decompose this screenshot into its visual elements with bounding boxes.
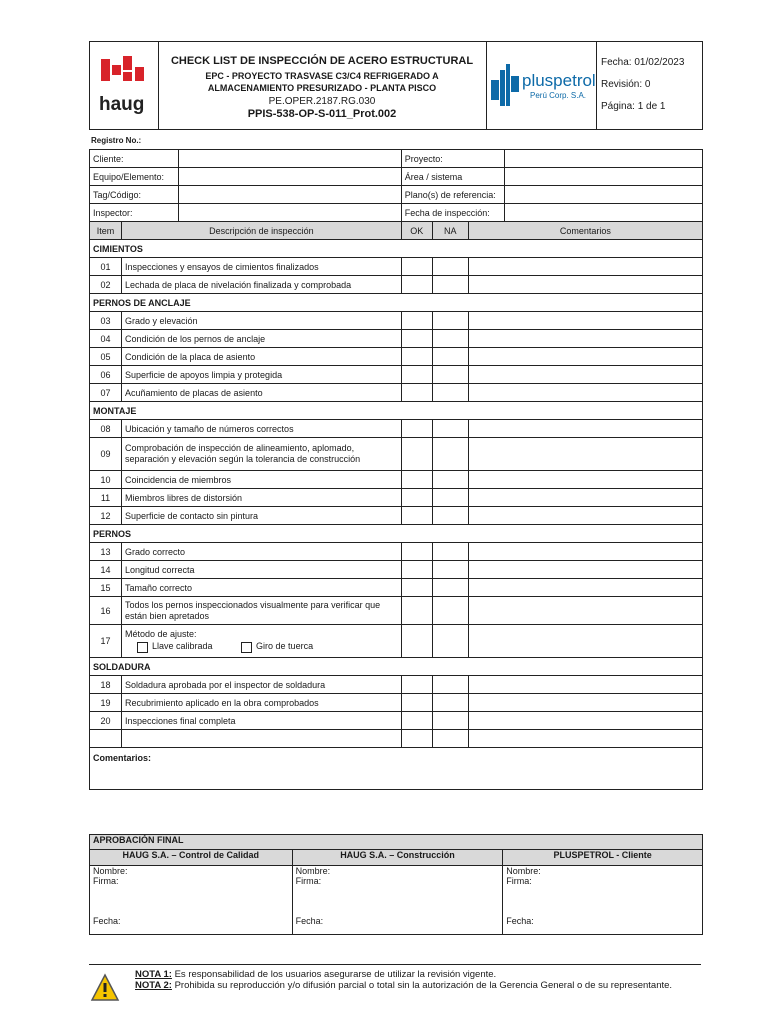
pluspetrol-logo bbox=[486, 42, 597, 129]
cliente-field[interactable] bbox=[178, 150, 401, 168]
na-cell[interactable] bbox=[432, 561, 468, 579]
metodo-ajuste-label: Método de ajuste: bbox=[124, 629, 197, 640]
ok-cell[interactable] bbox=[401, 676, 432, 694]
item-number: 20 bbox=[90, 712, 122, 730]
section-pernos-anclaje: PERNOS DE ANCLAJE bbox=[90, 294, 703, 312]
section-row bbox=[90, 525, 703, 543]
item-description: Grado correcto bbox=[121, 543, 401, 561]
plano-label: Plano(s) de referencia: bbox=[401, 186, 504, 204]
ok-cell[interactable] bbox=[401, 507, 432, 525]
table-row bbox=[90, 348, 703, 366]
protocol-code: PPIS-538-OP-S-011_Prot.002 bbox=[247, 108, 397, 120]
item-number: 17 bbox=[90, 625, 122, 658]
table-row bbox=[90, 366, 703, 384]
item-description: Superficie de contacto sin pintura bbox=[121, 507, 401, 525]
approval-title-row bbox=[90, 835, 703, 850]
table-row bbox=[90, 276, 703, 294]
item-description: Condición de la placa de asiento bbox=[121, 348, 401, 366]
note-1-text: Es responsabilidad de los usuarios asegurarse de utilizar la revisión vigente. bbox=[171, 969, 497, 980]
table-row bbox=[90, 420, 703, 438]
approval-header-row bbox=[90, 850, 703, 866]
comment-cell[interactable] bbox=[468, 330, 702, 348]
approval-sign-row bbox=[90, 866, 703, 935]
item-description: Lechada de placa de nivelación finalizada y comprobada bbox=[121, 276, 401, 294]
na-cell[interactable] bbox=[432, 384, 468, 402]
tag-label: Tag/Código: bbox=[90, 186, 179, 204]
ok-cell[interactable] bbox=[401, 579, 432, 597]
na-cell[interactable] bbox=[432, 676, 468, 694]
ok-cell[interactable] bbox=[401, 561, 432, 579]
item-number: 03 bbox=[90, 312, 122, 330]
llave-calibrada-checkbox[interactable] bbox=[137, 642, 148, 653]
proyecto-field[interactable] bbox=[504, 150, 702, 168]
approval-box-cliente[interactable] bbox=[503, 866, 703, 935]
firma-label: Firma: bbox=[295, 876, 322, 886]
item-number: 09 bbox=[90, 438, 122, 471]
table-row bbox=[90, 561, 703, 579]
table-row bbox=[90, 676, 703, 694]
ok-cell[interactable] bbox=[401, 258, 432, 276]
na-cell[interactable] bbox=[432, 730, 468, 748]
comment-cell[interactable] bbox=[468, 579, 702, 597]
firma-label: Firma: bbox=[93, 876, 119, 886]
item-description: Inspecciones y ensayos de cimientos finalizados bbox=[121, 258, 401, 276]
table-row bbox=[90, 438, 703, 471]
item-description: Superficie de apoyos limpia y protegida bbox=[121, 366, 401, 384]
form-row-inspector bbox=[90, 204, 703, 222]
project-line-2: ALMACENAMIENTO PRESURIZADO - PLANTA PISCO bbox=[207, 83, 437, 93]
na-cell[interactable] bbox=[432, 348, 468, 366]
ok-cell[interactable] bbox=[401, 420, 432, 438]
nombre-label: Nombre: bbox=[93, 866, 128, 876]
firma-label: Firma: bbox=[506, 876, 532, 886]
header-meta bbox=[596, 42, 702, 129]
comment-cell[interactable] bbox=[468, 561, 702, 579]
item-number: 11 bbox=[90, 489, 122, 507]
item-number: 08 bbox=[90, 420, 122, 438]
section-row bbox=[90, 240, 703, 258]
item-number: 13 bbox=[90, 543, 122, 561]
area-field[interactable] bbox=[504, 168, 702, 186]
table-row bbox=[90, 597, 703, 625]
table-row bbox=[90, 712, 703, 730]
col-item: Item bbox=[90, 222, 122, 240]
plano-field[interactable] bbox=[504, 186, 702, 204]
item-number: 05 bbox=[90, 348, 122, 366]
na-cell[interactable] bbox=[432, 420, 468, 438]
inspection-table bbox=[89, 149, 703, 790]
note-1-label: NOTA 1: bbox=[135, 969, 172, 980]
nombre-label: Nombre: bbox=[506, 866, 541, 876]
table-row bbox=[90, 330, 703, 348]
item-description: Ubicación y tamaño de números correctos bbox=[121, 420, 401, 438]
comment-cell[interactable] bbox=[468, 543, 702, 561]
table-row bbox=[90, 258, 703, 276]
na-cell[interactable] bbox=[432, 625, 468, 658]
na-cell[interactable] bbox=[432, 712, 468, 730]
col-ok: OK bbox=[401, 222, 432, 240]
fecha-label: Fecha: bbox=[295, 916, 324, 926]
ok-cell[interactable] bbox=[401, 543, 432, 561]
item-number-empty bbox=[90, 730, 122, 748]
table-row bbox=[90, 312, 703, 330]
note-2 bbox=[135, 980, 695, 991]
item-description: Tamaño correcto bbox=[121, 579, 401, 597]
na-cell[interactable] bbox=[432, 330, 468, 348]
section-montaje: MONTAJE bbox=[90, 402, 703, 420]
comment-cell[interactable] bbox=[468, 712, 702, 730]
document-code: PE.OPER.2187.RG.030 bbox=[268, 96, 376, 107]
header-revision: Revisión: 0 bbox=[601, 79, 651, 90]
warning-icon bbox=[90, 973, 120, 1003]
approval-box-construccion[interactable] bbox=[292, 866, 503, 935]
table-row bbox=[90, 625, 703, 658]
comment-cell[interactable] bbox=[468, 597, 702, 625]
na-cell[interactable] bbox=[432, 597, 468, 625]
approval-table bbox=[89, 834, 703, 935]
na-cell[interactable] bbox=[432, 489, 468, 507]
table-row bbox=[90, 471, 703, 489]
na-cell[interactable] bbox=[432, 366, 468, 384]
item-number: 15 bbox=[90, 579, 122, 597]
col-na: NA bbox=[432, 222, 468, 240]
item-number: 18 bbox=[90, 676, 122, 694]
header-page: Página: 1 de 1 bbox=[601, 101, 666, 112]
table-row bbox=[90, 579, 703, 597]
comment-cell[interactable] bbox=[468, 694, 702, 712]
item-description: Recubrimiento aplicado en la obra comprobados bbox=[121, 694, 401, 712]
item-number: 19 bbox=[90, 694, 122, 712]
item-number: 02 bbox=[90, 276, 122, 294]
nombre-label: Nombre: bbox=[295, 866, 331, 876]
comment-cell[interactable] bbox=[468, 348, 702, 366]
comment-cell[interactable] bbox=[468, 489, 702, 507]
item-description: Longitud correcta bbox=[121, 561, 401, 579]
approval-col-construccion: HAUG S.A. – Construcción bbox=[292, 850, 503, 866]
table-row bbox=[90, 489, 703, 507]
pluspetrol-logo-mark bbox=[486, 42, 526, 129]
tag-field[interactable] bbox=[178, 186, 401, 204]
cliente-label: Cliente: bbox=[90, 150, 179, 168]
section-row bbox=[90, 658, 703, 676]
form-row-cliente bbox=[90, 150, 703, 168]
ok-cell[interactable] bbox=[401, 489, 432, 507]
na-cell[interactable] bbox=[432, 276, 468, 294]
ok-cell[interactable] bbox=[401, 348, 432, 366]
item-number: 04 bbox=[90, 330, 122, 348]
ok-cell[interactable] bbox=[401, 625, 432, 658]
comment-cell[interactable] bbox=[468, 366, 702, 384]
ok-cell[interactable] bbox=[401, 312, 432, 330]
comment-cell[interactable] bbox=[468, 258, 702, 276]
inspector-field[interactable] bbox=[178, 204, 401, 222]
item-number: 16 bbox=[90, 597, 122, 625]
document-title: CHECK LIST DE INSPECCIÓN DE ACERO ESTRUCTURAL bbox=[170, 55, 474, 67]
giro-tuerca-label: Giro de tuerca bbox=[256, 641, 314, 652]
fecha-inspeccion-field[interactable] bbox=[504, 204, 702, 222]
item-description-ajuste bbox=[121, 625, 401, 658]
document-header bbox=[89, 41, 703, 130]
haug-logo bbox=[90, 42, 159, 129]
fecha-label: Fecha: bbox=[506, 916, 534, 926]
comment-cell[interactable] bbox=[468, 384, 702, 402]
fecha-label: Fecha: bbox=[93, 916, 121, 926]
item-description: Condición de los pernos de anclaje bbox=[121, 330, 401, 348]
section-row bbox=[90, 402, 703, 420]
form-row-equipo bbox=[90, 168, 703, 186]
section-soldadura: SOLDADURA bbox=[90, 658, 703, 676]
item-description: Comprobación de inspección de alineamiento, aplomado, separación y elevación según la tolerancia de construcción bbox=[121, 438, 401, 471]
item-description: Acuñamiento de placas de asiento bbox=[121, 384, 401, 402]
item-number: 07 bbox=[90, 384, 122, 402]
item-description-empty[interactable] bbox=[121, 730, 401, 748]
section-cimientos: CIMIENTOS bbox=[90, 240, 703, 258]
item-description: Todos los pernos inspeccionados visualmente para verificar que están bien apretados bbox=[121, 597, 401, 625]
pluspetrol-logo-text: pluspetrol bbox=[522, 71, 596, 90]
giro-tuerca-checkbox[interactable] bbox=[241, 642, 252, 653]
comment-cell[interactable] bbox=[468, 438, 702, 471]
na-cell[interactable] bbox=[432, 579, 468, 597]
na-cell[interactable] bbox=[432, 543, 468, 561]
ok-cell[interactable] bbox=[401, 712, 432, 730]
footer-divider bbox=[89, 964, 701, 965]
comment-cell[interactable] bbox=[468, 625, 702, 658]
note-2-text: Prohibida su reproducción y/o difusión parcial o total sin la autorización de la Gerencia General o de su representante. bbox=[171, 980, 673, 991]
ok-cell[interactable] bbox=[401, 597, 432, 625]
table-row bbox=[90, 694, 703, 712]
inspector-label: Inspector: bbox=[90, 204, 179, 222]
registro-label: Registro No.: bbox=[91, 136, 142, 145]
proyecto-label: Proyecto: bbox=[401, 150, 504, 168]
table-row bbox=[90, 384, 703, 402]
item-number: 14 bbox=[90, 561, 122, 579]
item-number: 12 bbox=[90, 507, 122, 525]
footer-notes bbox=[135, 969, 695, 991]
comentarios-label: Comentarios: bbox=[93, 753, 152, 763]
note-1 bbox=[135, 969, 695, 980]
na-cell[interactable] bbox=[432, 438, 468, 471]
na-cell[interactable] bbox=[432, 258, 468, 276]
item-description: Miembros libres de distorsión bbox=[121, 489, 401, 507]
ok-cell[interactable] bbox=[401, 730, 432, 748]
header-title-block bbox=[158, 42, 487, 129]
approval-col-cliente: PLUSPETROL - Cliente bbox=[503, 850, 703, 866]
na-cell[interactable] bbox=[432, 471, 468, 489]
comment-cell[interactable] bbox=[468, 471, 702, 489]
item-number: 01 bbox=[90, 258, 122, 276]
form-row-tag bbox=[90, 186, 703, 204]
table-row-empty bbox=[90, 730, 703, 748]
equipo-field[interactable] bbox=[178, 168, 401, 186]
ok-cell[interactable] bbox=[401, 694, 432, 712]
ok-cell[interactable] bbox=[401, 366, 432, 384]
pluspetrol-logo-subtext: Perú Corp. S.A. bbox=[530, 91, 587, 100]
col-comentarios: Comentarios bbox=[468, 222, 702, 240]
comment-cell[interactable] bbox=[468, 276, 702, 294]
ok-cell[interactable] bbox=[401, 330, 432, 348]
approval-col-calidad: HAUG S.A. – Control de Calidad bbox=[90, 850, 293, 866]
comment-cell[interactable] bbox=[468, 312, 702, 330]
equipo-label: Equipo/Elemento: bbox=[90, 168, 179, 186]
approval-box-calidad[interactable] bbox=[90, 866, 293, 935]
comentarios-row bbox=[90, 748, 703, 790]
item-description: Inspecciones final completa bbox=[121, 712, 401, 730]
column-header-row bbox=[90, 222, 703, 240]
item-description: Coincidencia de miembros bbox=[121, 471, 401, 489]
comentarios-field[interactable] bbox=[90, 748, 703, 790]
na-cell[interactable] bbox=[432, 694, 468, 712]
approval-title: APROBACIÓN FINAL bbox=[90, 835, 703, 850]
note-2-label: NOTA 2: bbox=[135, 980, 172, 991]
table-row bbox=[90, 507, 703, 525]
comment-cell[interactable] bbox=[468, 676, 702, 694]
haug-logo-text: haug bbox=[99, 94, 145, 115]
ok-cell[interactable] bbox=[401, 471, 432, 489]
comment-cell[interactable] bbox=[468, 507, 702, 525]
section-row bbox=[90, 294, 703, 312]
comment-cell[interactable] bbox=[468, 420, 702, 438]
fecha-inspeccion-label: Fecha de inspección: bbox=[401, 204, 504, 222]
na-cell[interactable] bbox=[432, 507, 468, 525]
comment-cell[interactable] bbox=[468, 730, 702, 748]
item-description: Soldadura aprobada por el inspector de soldadura bbox=[121, 676, 401, 694]
ok-cell[interactable] bbox=[401, 276, 432, 294]
ok-cell[interactable] bbox=[401, 438, 432, 471]
item-description: Grado y elevación bbox=[121, 312, 401, 330]
area-label: Área / sistema bbox=[401, 168, 504, 186]
table-row bbox=[90, 543, 703, 561]
project-line-1: EPC - PROYECTO TRASVASE C3/C4 REFRIGERADO A bbox=[205, 71, 439, 81]
header-date: Fecha: 01/02/2023 bbox=[601, 57, 685, 68]
llave-calibrada-label: Llave calibrada bbox=[151, 641, 213, 652]
col-descripcion: Descripción de inspección bbox=[121, 222, 401, 240]
ok-cell[interactable] bbox=[401, 384, 432, 402]
section-pernos: PERNOS bbox=[90, 525, 703, 543]
item-number: 10 bbox=[90, 471, 122, 489]
na-cell[interactable] bbox=[432, 312, 468, 330]
item-number: 06 bbox=[90, 366, 122, 384]
